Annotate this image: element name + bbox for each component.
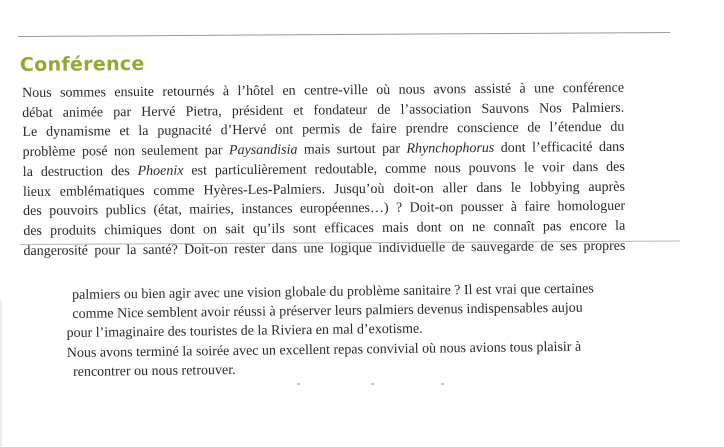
text-line: dangerosité pour la santé? Doit-on rester dans une logique individuelle de sauvegarde de ses propres: [23, 238, 626, 259]
scan-mark: [297, 383, 300, 385]
italic-term: Paysandisia: [228, 142, 298, 159]
section-title: Conférence: [19, 52, 145, 76]
paragraph-conference-1: [22, 79, 626, 262]
text-line: la destruction des Phoenix est particulièrement redoutable, comme nous pouvons le voir dans des: [22, 159, 625, 180]
italic-term: Rhynchophorus: [406, 140, 495, 157]
text-line: palmiers ou bien agir avec une vision globale du problème sanitaire ? Il est vrai que certaines: [72, 281, 594, 303]
page-edge-shadow: [0, 300, 2, 447]
scan-mark: [441, 383, 444, 385]
text-line: pour l’imaginaire des touristes de la Riviera en mal d’exotisme.: [66, 322, 423, 342]
top-divider-rule: [18, 32, 670, 37]
text-line: lieux emblématiques comme Hyères-Les-Palmiers. Jusqu’où doit-on aller dans le lobbying auprès: [22, 179, 625, 200]
italic-term: Phoenix: [137, 163, 184, 179]
text-line: Nous avons terminé la soirée avec un excellent repas convivial où nous avions tous plaisir à: [66, 339, 582, 361]
text-line: rencontrer ou nous retrouver.: [72, 362, 236, 380]
text-line: débat animée par Hervé Pietra, président et fondateur de l’association Sauvons Nos Palmiers.: [22, 100, 625, 121]
text-line: problème posé non seulement par Paysandisia mais surtout par Rhynchophorus dont l’efficacité dans: [22, 139, 625, 161]
text-line: Le dynamisme et la pugnacité d’Hervé ont permis de faire prendre conscience de l’étendue du: [22, 120, 625, 141]
paragraph-conference-2: [66, 279, 629, 382]
text-line: comme Nice semblent avoir réussi à préserver leurs palmiers devenus indispensables aujou: [72, 300, 583, 323]
scan-marks: [0, 383, 724, 389]
scan-mark: [371, 383, 374, 385]
text-line: Nous sommes ensuite retournés à l’hôtel en centre-ville où nous avons assisté à une conférence: [22, 80, 625, 101]
text-line: des produits chimiques dont on sait qu’ils sont efficaces mais dont on ne connaît pas encore la: [23, 218, 626, 239]
text-line: des pouvoirs publics (état, mairies, instances européennes…) ? Doit-on pousser à faire homologuer: [23, 198, 626, 220]
